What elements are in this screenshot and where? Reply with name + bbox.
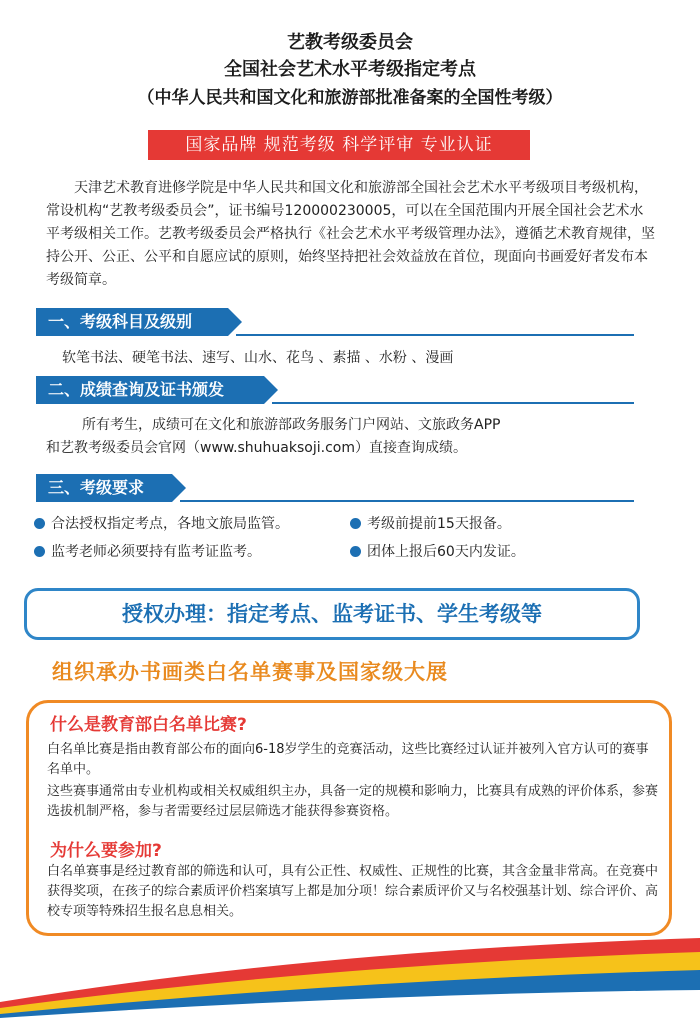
contest-title: 组织承办书画类白名单赛事及国家级大展 xyxy=(52,660,448,684)
title-exam-site: 全国社会艺术水平考级指定考点 xyxy=(224,59,476,80)
header xyxy=(0,30,700,112)
why-join-answer: 白名单赛事是经过教育部的筛选和认可，具有公正性、权威性、正规性的比赛，其含金量非常高。在竞赛中获得奖项，在孩子的综合素质评价档案填写上都是加分项！综合素质评价又与名校强基计划、综合评价、高校专项等特殊招生报名息息相关。 xyxy=(47,864,659,919)
bullet-dot-icon xyxy=(350,546,361,557)
decorative-stripes xyxy=(0,930,700,1020)
slogan-banner: 国家品牌 规范考级 科学评审 专业认证 xyxy=(148,130,530,160)
bullet-dot-icon xyxy=(350,518,361,529)
whitelist-organizers: 这些赛事通常由专业机构或相关权威组织主办，具备一定的规模和影响力，比赛具有成熟的评价体系，参赛选拔机制严格，参与者需要经过层层筛选才能获得参赛资格。 xyxy=(47,784,659,819)
question-why-join: 为什么要参加? xyxy=(50,841,162,861)
requirement-item: 合法授权指定考点，各地文旅局监管。 xyxy=(34,514,289,534)
section-2-title: 二、成绩查询及证书颁发 xyxy=(36,376,264,404)
result-line-2: 和艺教考级委员会官网（www.shuhuaksoji.com）直接查询成绩。 xyxy=(46,440,467,456)
subjects-list: 软笔书法、硬笔书法、速写、山水、花鸟 、素描 、水粉 、漫画 xyxy=(62,350,454,366)
section-1-header xyxy=(36,308,634,336)
bullet-dot-icon xyxy=(34,518,45,529)
intro-paragraph: 天津艺术教育进修学院是中华人民共和国文化和旅游部全国社会艺术水平考级项目考级机构，常设机构“艺教考级委员会”，证书编号120000230005，可以在全国范围内开展全国社会艺术水平考级相关工作。艺教考级委员会严格执行《社会艺术水平考级管理办法》，遵循艺术教育规律，坚持公开、公正、公平和自愿应试的原则，始终坚持把社会效益放在首位，现面向书画爱好者发布本考级简章。 xyxy=(46,180,655,288)
section-2-header xyxy=(36,376,634,404)
authorization-banner: 授权办理：指定考点、监考证书、学生考级等 xyxy=(24,588,640,640)
title-approval: （中华人民共和国文化和旅游部批准备案的全国性考级） xyxy=(137,88,563,108)
section-2-rule xyxy=(272,402,634,404)
title-committee: 艺教考级委员会 xyxy=(287,32,413,53)
bullet-dot-icon xyxy=(34,546,45,557)
requirement-item: 团体上报后60天内发证。 xyxy=(350,542,525,562)
whitelist-definition: 白名单比赛是指由教育部公布的面向6-18岁学生的竞赛活动，这些比赛经过认证并被列入官方认可的赛事名单中。 xyxy=(47,742,649,777)
result-line-1: 所有考生，成绩可在文化和旅游部政务服务门户网站、文旅政务APP xyxy=(82,417,501,433)
section-1-rule xyxy=(236,334,634,336)
result-query-text xyxy=(46,414,646,460)
requirement-item: 考级前提前15天报备。 xyxy=(350,514,511,534)
section-3-rule xyxy=(180,500,634,502)
requirement-item: 监考老师必须要持有监考证监考。 xyxy=(34,542,261,562)
section-3-header xyxy=(36,474,634,502)
section-3-title: 三、考级要求 xyxy=(36,474,172,502)
question-what-is-whitelist: 什么是教育部白名单比赛? xyxy=(50,715,247,735)
section-1-title: 一、考级科目及级别 xyxy=(36,308,228,336)
